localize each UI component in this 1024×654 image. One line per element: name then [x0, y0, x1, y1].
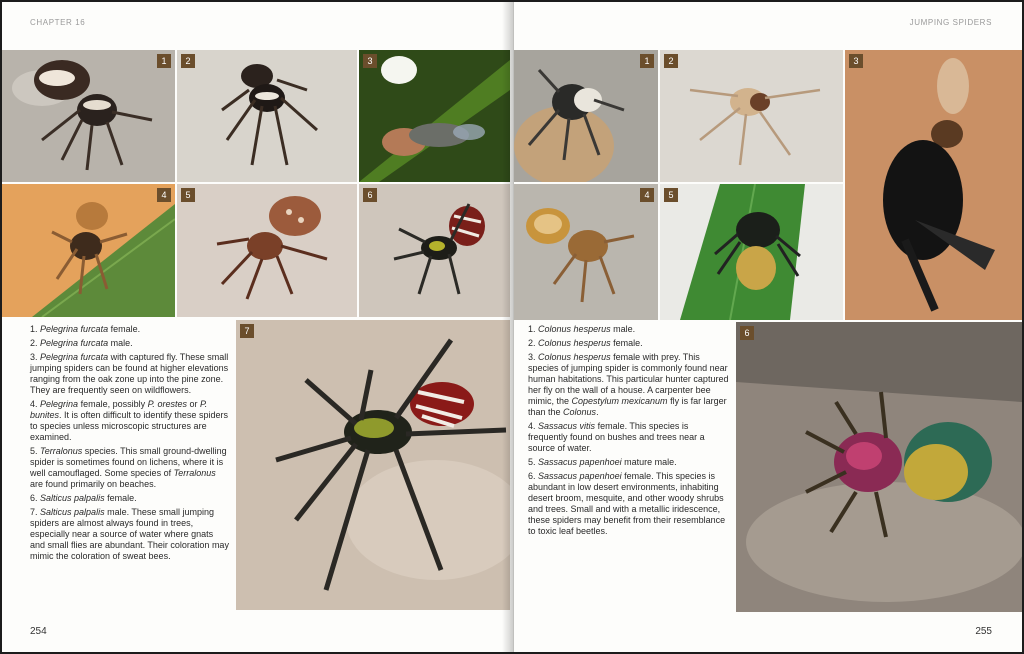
- photo-left-3: [359, 50, 510, 182]
- caption-left-4: 4. Pelegrina female, possibly P. orestes or P. bunites. It is often difficult to identify these spiders to species unless microscopic structures are examined.: [30, 399, 228, 442]
- caption-right-1: 1. Colonus hesperus male.: [528, 324, 636, 334]
- photo-number-badge: 6: [363, 188, 377, 202]
- photo-left-6: [359, 184, 510, 317]
- photo-number-badge: 3: [849, 54, 863, 68]
- spider-photo-icon: [660, 184, 843, 320]
- photo-number-badge: 1: [640, 54, 654, 68]
- caption-left-2: 2. Pelegrina furcata male.: [30, 338, 133, 348]
- left-page: [2, 2, 510, 652]
- caption-right-3: 3. Colonus hesperus female with prey. This species of jumping spider is commonly found near human habitations. This particular hunter captured her fly on the wall of a house. A carpenter bee mimic, the Copestylum mexicanum fly is far larger than the Colonus.: [528, 352, 729, 417]
- photo-number-badge: 3: [363, 54, 377, 68]
- photo-right-1: [514, 50, 658, 182]
- photo-left-7: [236, 320, 510, 610]
- caption-right-6: 6. Sassacus papenhoei female. This species is abundant in low desert environments, inhabiting desert broom, mesquite, and other woody shrubs and trees. Small and with a metallic iridescence, these spiders may benefit from their resemblance to toxic leaf beetles.: [528, 471, 726, 536]
- caption-left-5: 5. Terralonus species. This small ground-dwelling spider is sometimes found on lichens, where it is well camouflaged. Some species of Terralonus are found primarily on beaches.: [30, 446, 227, 489]
- photo-right-4: [514, 184, 658, 320]
- spider-photo-icon: [236, 320, 510, 610]
- caption-left-1: 1. Pelegrina furcata female.: [30, 324, 141, 334]
- running-head-left: CHAPTER 16: [30, 18, 86, 27]
- photo-left-1: [2, 50, 175, 182]
- photo-number-badge: 5: [181, 188, 195, 202]
- spider-photo-icon: [177, 184, 357, 317]
- photo-number-badge: 6: [740, 326, 754, 340]
- running-head-right: JUMPING SPIDERS: [909, 18, 992, 27]
- spider-photo-icon: [359, 50, 510, 182]
- page-number-right: 255: [975, 626, 992, 637]
- photo-left-5: [177, 184, 357, 317]
- caption-left-7: 7. Salticus palpalis male. These small jumping spiders are almost always found in trees, especially near a source of water where gnats and small flies are abundant. Their coloration may mimic the coloration of sweat bees.: [30, 507, 229, 561]
- spider-photo-icon: [359, 184, 510, 317]
- photo-number-badge: 2: [664, 54, 678, 68]
- photo-number-badge: 1: [157, 54, 171, 68]
- spider-photo-icon: [845, 50, 1022, 320]
- photo-right-5: [660, 184, 843, 320]
- spider-photo-icon: [177, 50, 357, 182]
- right-page: [514, 2, 1022, 652]
- photo-left-4: [2, 184, 175, 317]
- caption-left-6: 6. Salticus palpalis female.: [30, 493, 137, 503]
- spider-photo-icon: [514, 184, 658, 320]
- caption-left-3: 3. Pelegrina furcata with captured fly. These small jumping spiders can be found at higher elevations ranging from the oak zone up into the pine zone. They are frequently seen on wildflowers.: [30, 352, 229, 395]
- photo-number-badge: 2: [181, 54, 195, 68]
- photo-number-badge: 4: [640, 188, 654, 202]
- book-spread: [2, 2, 1022, 652]
- page-number-left: 254: [30, 626, 47, 637]
- photo-left-2: [177, 50, 357, 182]
- photo-right-2: [660, 50, 843, 182]
- spider-photo-icon: [2, 184, 175, 317]
- spider-photo-icon: [514, 50, 658, 182]
- photo-number-badge: 4: [157, 188, 171, 202]
- caption-right-5: 5. Sassacus papenhoei mature male.: [528, 457, 677, 467]
- captions-right: [528, 324, 730, 540]
- photo-right-6: [736, 322, 1022, 612]
- photo-number-badge: 5: [664, 188, 678, 202]
- caption-right-4: 4. Sassacus vitis female. This species is frequently found on bushes and trees near a source of water.: [528, 421, 705, 453]
- photo-right-3: [845, 50, 1022, 320]
- spider-photo-icon: [2, 50, 175, 182]
- spider-photo-icon: [736, 322, 1022, 612]
- captions-left: [30, 324, 230, 565]
- photo-number-badge: 7: [240, 324, 254, 338]
- spider-photo-icon: [660, 50, 843, 182]
- caption-right-2: 2. Colonus hesperus female.: [528, 338, 643, 348]
